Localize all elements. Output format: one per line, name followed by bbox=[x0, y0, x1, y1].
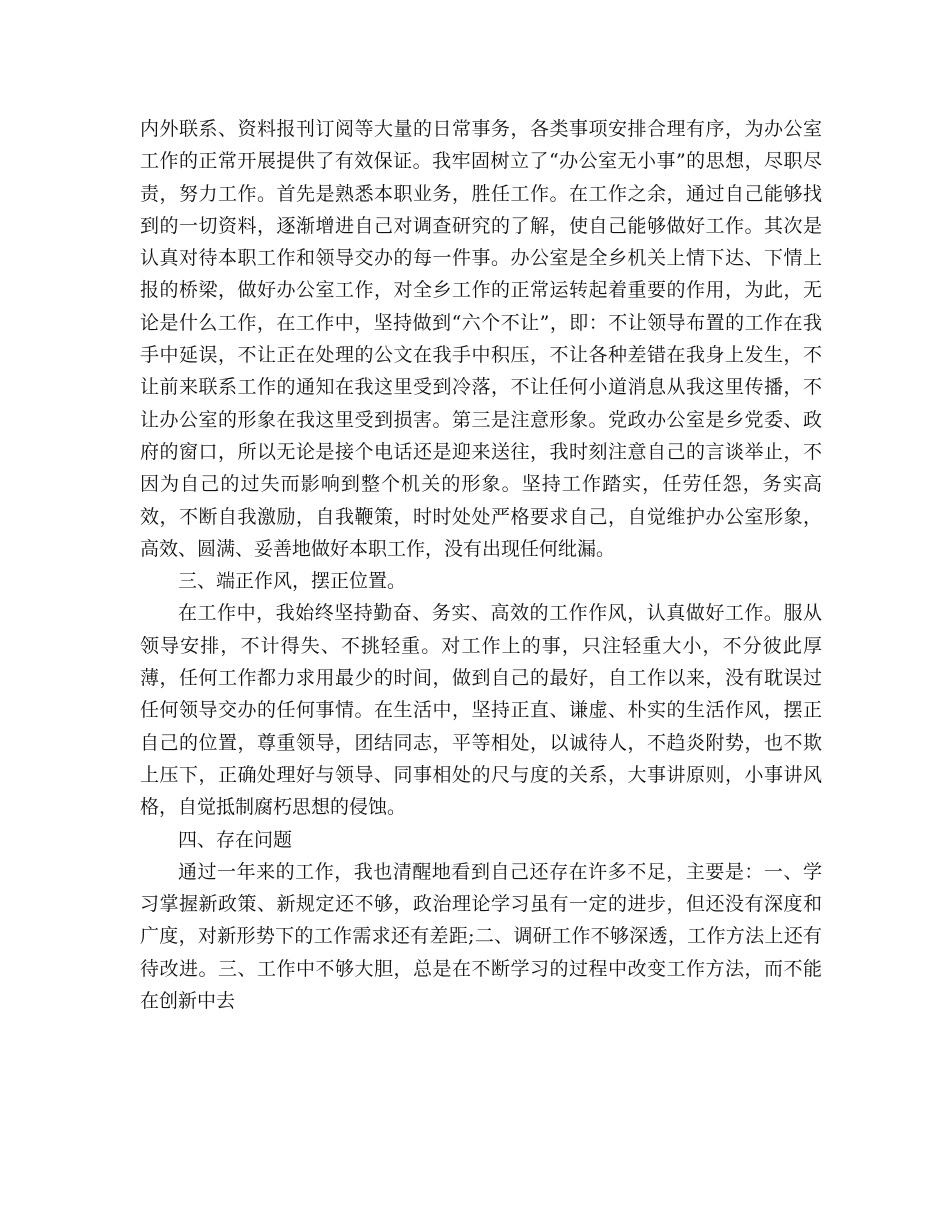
paragraph-problems: 通过一年来的工作，我也清醒地看到自己还存在许多不足，主要是：一、学习掌握新政策、新规定还不够，政治理论学习虽有一定的进步，但还没有深度和广度，对新形势下的工作需求还有差距;二、调研工作不够深透，工作方法上还有待改进。三、工作中不够大胆，总是在不断学习的过程中改变工作方法，而不能在创新中去 bbox=[140, 860, 822, 1013]
paragraph-office-duties: 内外联系、资料报刊订阅等大量的日常事务，各类事项安排合理有序，为办公室工作的正常开展提供了有效保证。我牢固树立了“办公室无小事”的思想，尽职尽责，努力工作。首先是熟悉本职业务，胜任工作。在工作之余，通过自己能够找到的一切资料，逐渐增进自己对调查研究的了解，使自己能够做好工作。其次是认真对待本职工作和领导交办的每一件事。办公室是全乡机关上情下达、下情上报的桥梁，做好办公室工作，对全乡工作的正常运转起着重要的作用，为此，无论是什么工作，在工作中，坚持做到“六个不让”，即：不让领导布置的工作在我手中延误，不让正在处理的公文在我手中积压，不让各种差错在我身上发生，不让前来联系工作的通知在我这里受到冷落，不让任何小道消息从我这里传播，不让办公室的形象在我这里受到损害。第三是注意形象。党政办公室是乡党委、政府的窗口，所以无论是接个电话还是迎来送往，我时刻注意自己的言谈举止，不因为自己的过失而影响到整个机关的形象。坚持工作踏实，任劳任怨，务实高效，不断自我激励，自我鞭策，时时处处严格要求自己，自觉维护办公室形象，高效、圆满、妥善地做好本职工作，没有出现任何纰漏。 bbox=[140, 118, 822, 560]
paragraph-work-style: 在工作中，我始终坚持勤奋、务实、高效的工作作风，认真做好工作。服从领导安排，不计得失、不挑轻重。对工作上的事，只注轻重大小，不分彼此厚薄，任何工作都力求用最少的时间，做到自己的最好，自工作以来，没有耽误过任何领导交办的任何事情。在生活中，坚持正直、谦虚、朴实的生活作风，摆正自己的位置，尊重领导，团结同志，平等相处，以诚待人，不趋炎附势，也不欺上压下，正确处理好与领导、同事相处的尺与度的关系，大事讲原则，小事讲风格，自觉抵制腐朽思想的侵蚀。 bbox=[140, 602, 822, 819]
section-heading-style: 三、端正作风，摆正位置。 bbox=[178, 570, 407, 593]
document-body bbox=[140, 113, 822, 1017]
section-heading-problems: 四、存在问题 bbox=[178, 828, 293, 851]
